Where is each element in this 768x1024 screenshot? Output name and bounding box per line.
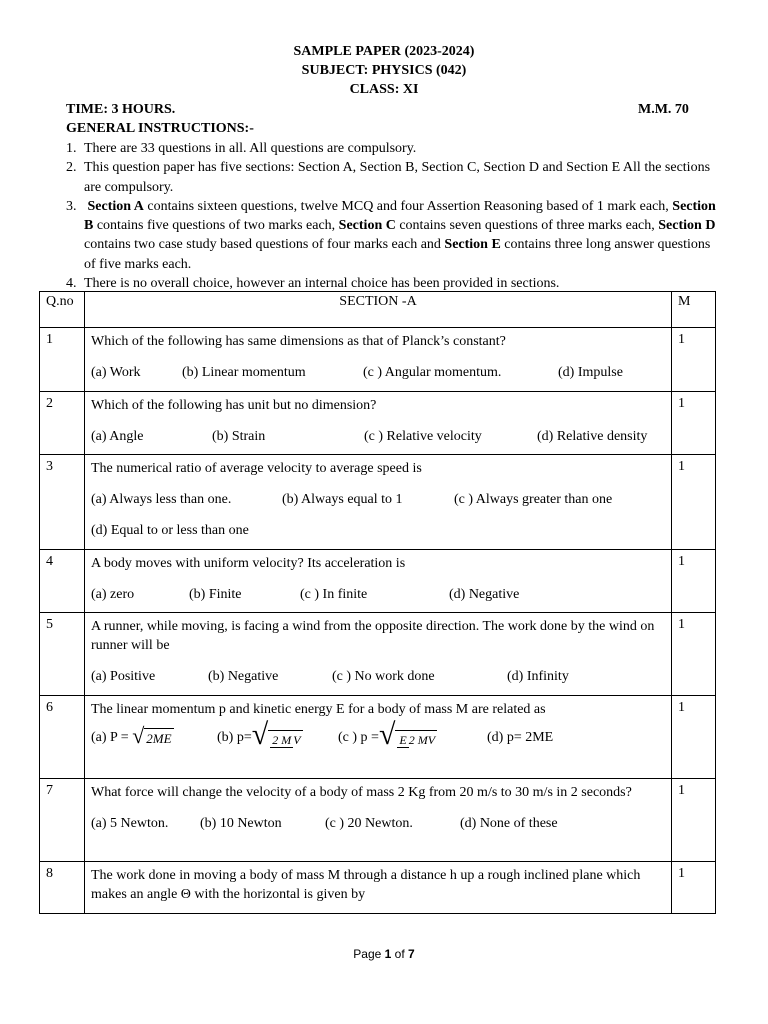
class-line: CLASS: XI	[349, 82, 419, 97]
question-marks: 1	[672, 550, 716, 613]
option-b: (b) Strain	[212, 429, 266, 444]
option-b: (b) Negative	[208, 669, 279, 684]
question-number: 8	[40, 862, 85, 914]
question-number: 2	[40, 392, 85, 455]
questions-table	[39, 291, 716, 914]
question-marks: 1	[672, 696, 716, 779]
option-a: (a) Always less than one.	[91, 492, 232, 507]
question-marks: 1	[672, 455, 716, 550]
time-label: TIME: 3 HOURS.	[66, 102, 176, 117]
option-c: (c ) Always greater than one	[454, 492, 613, 507]
table-row	[40, 455, 716, 550]
question-number: 4	[40, 550, 85, 613]
table-row	[40, 550, 716, 613]
question-number: 6	[40, 696, 85, 779]
option-c: (c ) Angular momentum.	[363, 365, 502, 380]
table-header-row	[40, 292, 716, 328]
table-row	[40, 392, 716, 455]
option-d: (d) Impulse	[558, 365, 623, 380]
current-page: 1	[384, 947, 392, 961]
option-a: (a) Positive	[91, 669, 156, 684]
question-stem: A runner, while moving, is facing a wind from the opposite direction. The work done by the wind on runner will be	[91, 619, 655, 653]
paper-title: SAMPLE PAPER (2023-2024)	[293, 44, 475, 59]
total-pages: 7	[408, 947, 415, 961]
option-b: (b) Linear momentum	[182, 365, 306, 380]
option-d: (d) Relative density	[537, 429, 648, 444]
option-c: (c ) 20 Newton.	[325, 816, 413, 831]
option-d: (d) Infinity	[507, 669, 569, 684]
subject-line: SUBJECT: PHYSICS (042)	[301, 63, 467, 78]
option-d: (d) p= 2ME	[487, 730, 554, 745]
instructions-list	[66, 139, 716, 293]
option-d: (d) None of these	[460, 816, 558, 831]
instruction-2: 2. This question paper has five sections: Section A, Section B, Section C, Section D and Section E All the sections are compulsory.	[66, 160, 711, 195]
instructions-heading: GENERAL INSTRUCTIONS:-	[66, 121, 254, 136]
table-row	[40, 613, 716, 696]
question-stem: What force will change the velocity of a body of mass 2 Kg from 20 m/s to 30 m/s in 2 seconds?	[91, 785, 632, 800]
option-b: (b) p=√ 2 M V	[217, 718, 301, 751]
option-c: (c ) Relative velocity	[364, 429, 482, 444]
question-stem: A body moves with uniform velocity? Its acceleration is	[91, 556, 406, 571]
sqrt-expression: √ 2 M V	[251, 718, 301, 751]
option-a: (a) 5 Newton.	[91, 816, 169, 831]
option-d: (d) Equal to or less than one	[91, 523, 249, 538]
table-row	[40, 779, 716, 862]
question-marks: 1	[672, 862, 716, 914]
option-b: (b) Finite	[189, 587, 242, 602]
section-a-header: SECTION -A	[85, 292, 672, 328]
question-stem: The linear momentum p and kinetic energy E for a body of mass M are related as	[91, 702, 546, 717]
instruction-4: 4. There is no overall choice, however an internal choice has been provided in sections.	[66, 276, 560, 292]
qno-header: Q.no	[40, 292, 85, 328]
option-d: (d) Negative	[449, 587, 520, 602]
question-number: 3	[40, 455, 85, 550]
question-marks: 1	[672, 392, 716, 455]
instruction-3: 3. Section A contains sixteen questions, twelve MCQ and four Assertion Reasoning based of 1 mark each, Section B contains five questions of two marks each, Section C contains seven questions of three marks each, Section D contains two case study based questions of four marks each and Section E contains three long answer questions of five marks each.	[66, 198, 716, 272]
question-marks: 1	[672, 328, 716, 392]
table-row	[40, 328, 716, 392]
question-stem: Which of the following has unit but no dimension?	[91, 398, 377, 413]
question-marks: 1	[672, 613, 716, 696]
sqrt-expression: √ E 2 MV	[378, 718, 436, 751]
option-c: (c ) p =√ E 2 MV	[338, 718, 436, 751]
question-stem: The numerical ratio of average velocity to average speed is	[91, 461, 422, 476]
option-b: (b) Always equal to 1	[282, 492, 403, 507]
option-b: (b) 10 Newton	[200, 816, 282, 831]
question-stem: The work done in moving a body of mass M through a distance h up a rough inclined plane which makes an angle Θ with the horizontal is given by	[91, 868, 641, 902]
question-marks: 1	[672, 779, 716, 862]
table-row	[40, 696, 716, 779]
question-number: 1	[40, 328, 85, 392]
option-c: (c ) No work done	[332, 669, 435, 684]
instruction-1: 1. There are 33 questions in all. All questions are compulsory.	[66, 141, 417, 156]
marks-header: M	[672, 292, 716, 328]
table-row	[40, 862, 716, 914]
question-stem: Which of the following has same dimensions as that of Planck’s constant?	[91, 334, 506, 349]
max-marks-label: M.M. 70	[638, 102, 689, 117]
option-a: (a) Angle	[91, 429, 144, 444]
option-a: (a) P = √ 2ME	[91, 723, 172, 748]
option-c: (c ) In finite	[300, 587, 368, 602]
question-number: 7	[40, 779, 85, 862]
page-footer: Page 1 of 7	[353, 947, 415, 961]
question-number: 5	[40, 613, 85, 696]
option-a: (a) Work	[91, 365, 141, 380]
option-a: (a) zero	[91, 587, 135, 602]
sqrt-expression: √ 2ME	[132, 723, 172, 748]
